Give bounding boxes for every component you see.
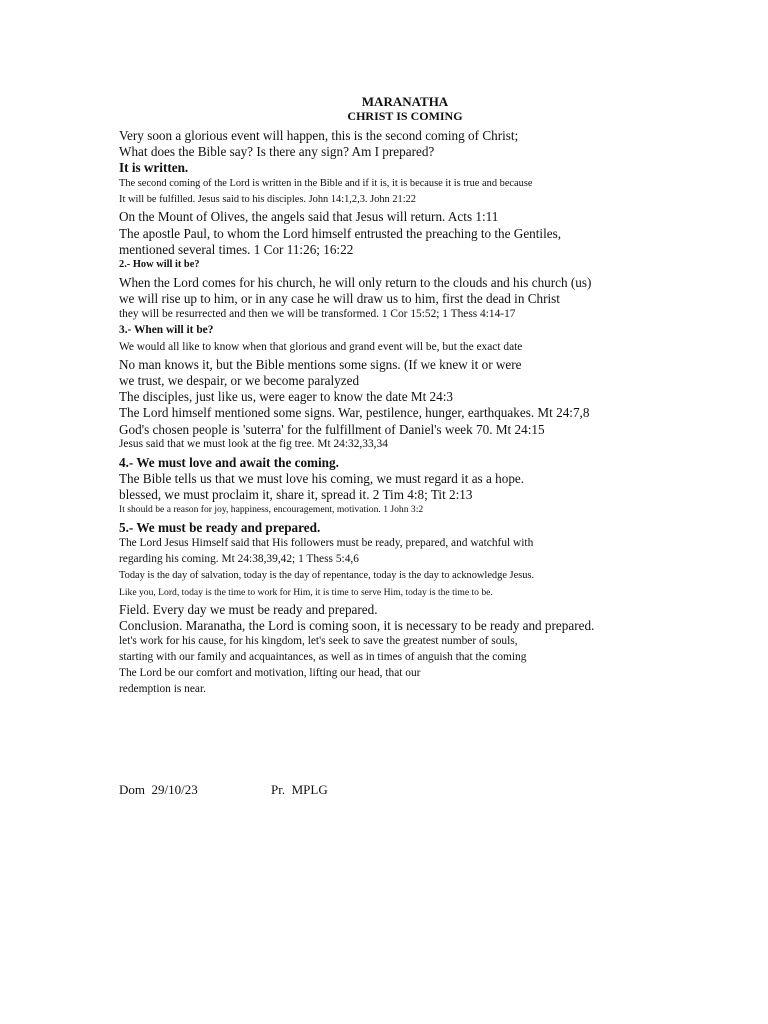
body-line: The Bible tells us that we must love his coming, we must regard it as a hope.	[119, 471, 525, 486]
body-line: God's chosen people is 'suterra' for the fulfillment of Daniel's week 70. Mt 24:15	[119, 422, 545, 437]
body-line: The second coming of the Lord is written in the Bible and if it is, it is because it is true and because	[119, 178, 533, 189]
body-line: Very soon a glorious event will happen, this is the second coming of Christ;	[119, 128, 519, 143]
body-line: The Lord Jesus Himself said that His followers must be ready, prepared, and watchful with	[119, 537, 534, 549]
body-line: The disciples, just like us, were eager to know the date Mt 24:3	[119, 389, 454, 404]
document-title: MARANATHA	[361, 94, 449, 109]
document-subtitle: CHRIST IS COMING	[347, 109, 463, 123]
body-line: It will be fulfilled. Jesus said to his disciples. John 14:1,2,3. John 21:22	[119, 194, 416, 205]
body-line: redemption is near.	[119, 683, 206, 695]
footer-author: Pr. MPLG	[271, 782, 328, 797]
body-line: mentioned several times. 1 Cor 11:26; 16:22	[119, 242, 354, 257]
body-line: We would all like to know when that glorious and grand event will be, but the exact date	[119, 341, 523, 353]
body-line: What does the Bible say? Is there any sign? Am I prepared?	[119, 144, 435, 159]
body-line: On the Mount of Olives, the angels said that Jesus will return. Acts 1:11	[119, 209, 499, 224]
body-line: Conclusion. Maranatha, the Lord is coming soon, it is necessary to be ready and prepared.	[119, 618, 595, 633]
body-line: Jesus said that we must look at the fig tree. Mt 24:32,33,34	[119, 438, 388, 450]
body-line: The apostle Paul, to whom the Lord himself entrusted the preaching to the Gentiles,	[119, 226, 562, 241]
section-heading: 2.- How will it be?	[119, 259, 200, 270]
body-line: The Lord be our comfort and motivation, lifting our head, that our	[119, 667, 421, 679]
body-line: Today is the day of salvation, today is the day of repentance, today is the day to acknowledge Jesus.	[119, 570, 535, 581]
body-line: The Lord himself mentioned some signs. War, pestilence, hunger, earthquakes. Mt 24:7,8	[119, 405, 590, 420]
body-line: let's work for his cause, for his kingdom, let's seek to save the greatest number of souls,	[119, 635, 518, 647]
body-line: we will rise up to him, or in any case he will draw us to him, first the dead in Christ	[119, 291, 560, 306]
section-heading: 4.- We must love and await the coming.	[119, 455, 339, 470]
body-line: It should be a reason for joy, happiness, encouragement, motivation. 1 John 3:2	[119, 504, 424, 515]
body-line: Field. Every day we must be ready and prepared.	[119, 602, 378, 617]
body-line: we trust, we despair, or we become paralyzed	[119, 373, 360, 388]
body-line: starting with our family and acquaintances, as well as in times of anguish that the coming	[119, 651, 527, 663]
body-line: regarding his coming. Mt 24:38,39,42; 1 Thess 5:4,6	[119, 553, 359, 565]
body-line: No man knows it, but the Bible mentions some signs. (If we knew it or were	[119, 357, 522, 372]
body-line: When the Lord comes for his church, he will only return to the clouds and his church (us)	[119, 275, 592, 290]
body-line: Like you, Lord, today is the time to work for Him, it is time to serve Him, today is the time to be.	[119, 587, 493, 598]
section-heading: It is written.	[119, 160, 189, 175]
section-heading: 3.- When will it be?	[119, 324, 214, 336]
section-heading: 5.- We must be ready and prepared.	[119, 520, 321, 535]
footer-date: Dom 29/10/23	[119, 782, 198, 797]
body-line: they will be resurrected and then we will be transformed. 1 Cor 15:52; 1 Thess 4:14-17	[119, 308, 516, 320]
body-line: blessed, we must proclaim it, share it, spread it. 2 Tim 4:8; Tit 2:13	[119, 487, 473, 502]
